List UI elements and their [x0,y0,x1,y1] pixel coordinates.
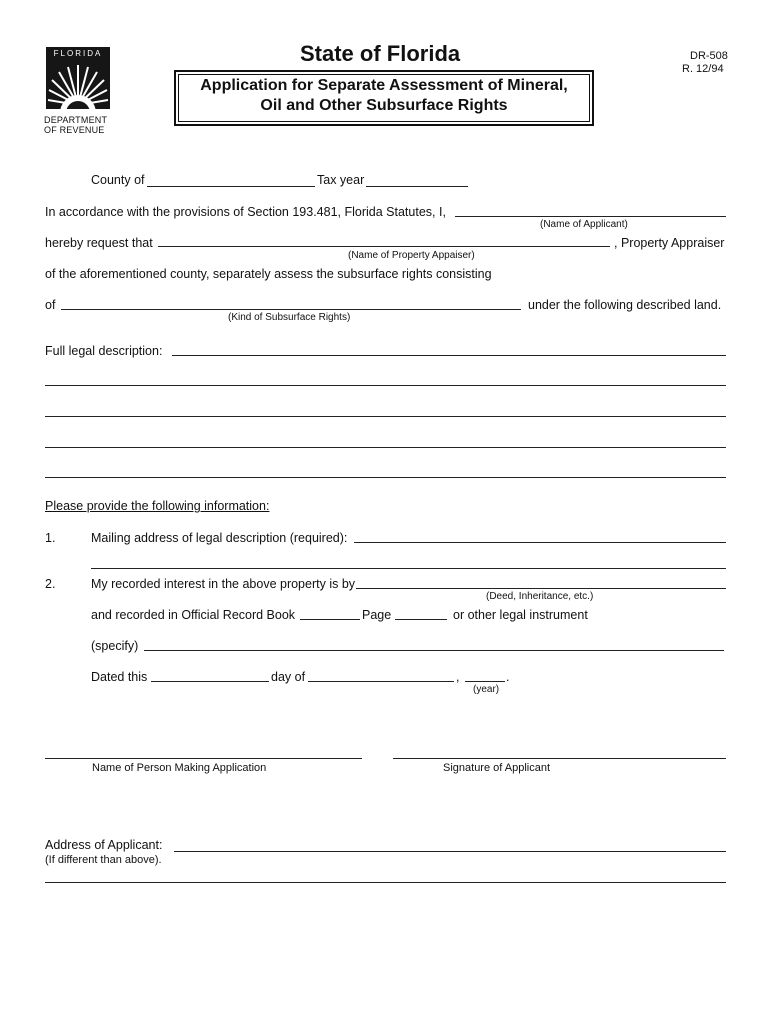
applicant-name-field[interactable] [455,216,726,217]
legal-description-line-3[interactable] [45,416,726,417]
address-line-2[interactable] [45,882,726,883]
record-book-field[interactable] [300,619,360,620]
county-label: County of [91,173,145,187]
logo-dept-line1: DEPARTMENT [44,115,108,125]
of-label: of [45,298,56,312]
info-heading: Please provide the following information: [45,499,270,513]
page-title: State of Florida [300,41,461,66]
logo-dept-line2: OF REVENUE [44,125,105,135]
recorded-interest-label: My recorded interest in the above property is by [91,577,356,591]
address-field[interactable] [174,851,726,852]
sunburst-icon [46,47,110,113]
signature-line[interactable] [393,758,726,759]
mailing-address-line-2[interactable] [91,568,726,569]
kind-of-rights-field[interactable] [61,309,521,310]
dated-month-field[interactable] [308,681,454,682]
county-field[interactable] [147,186,315,187]
logo-sun-emblem [46,47,110,113]
signature-caption: Signature of Applicant [443,762,551,774]
page-label: Page [362,608,392,622]
form-title-box [174,70,594,126]
property-appraiser-field[interactable] [158,246,610,247]
mailing-address-field[interactable] [354,542,726,543]
dated-this-label: Dated this [91,670,148,684]
legal-description-line-1[interactable] [172,355,726,356]
logo-department-text [44,115,107,135]
year-caption: (year) [473,684,500,695]
logo-state-name: FLORIDA [53,49,103,58]
specify-label: (specify) [91,639,139,653]
legal-description-line-4[interactable] [45,447,726,448]
tax-year-label: Tax year [317,173,365,187]
recorded-interest-field[interactable] [356,588,726,589]
form-title-line1: Application for Separate Assessment of Mineral, [200,77,568,94]
applicant-name-signature-line[interactable] [45,758,362,759]
name-person-caption: Name of Person Making Application [92,762,267,774]
dated-day-field[interactable] [151,681,269,682]
dor-logo [46,47,110,135]
tax-year-field[interactable] [366,186,468,187]
page-field[interactable] [395,619,447,620]
applicant-name-caption: (Name of Applicant) [540,219,628,230]
other-instrument-label: or other legal instrument [453,608,588,622]
date-period: . [506,670,510,684]
full-legal-label: Full legal description: [45,344,163,358]
kind-of-rights-caption: (Kind of Subsurface Rights) [228,312,351,323]
legal-description-line-2[interactable] [45,385,726,386]
form-number: DR-508 [690,50,728,62]
hereby-request-label: hereby request that [45,236,153,250]
specify-field[interactable] [144,650,724,651]
property-appraiser-caption: (Name of Property Appaiser) [348,250,475,261]
form-title-line2: Oil and Other Subsurface Rights [260,97,508,114]
dated-year-field[interactable] [465,681,505,682]
legal-description-line-5[interactable] [45,477,726,478]
property-appraiser-label: , Property Appraiser [614,236,725,250]
recorded-book-label: and recorded in Official Record Book [91,608,296,622]
item1-number: 1. [45,531,56,545]
aforementioned-text: of the aforementioned county, separately assess the subsurface rights consisting [45,267,492,281]
address-note: (If different than above). [45,854,162,866]
mailing-address-label: Mailing address of legal description (required): [91,531,348,545]
form-revision: R. 12/94 [682,63,724,75]
accordance-text: In accordance with the provisions of Section 193.481, Florida Statutes, I, [45,205,446,219]
day-of-label: day of [271,670,306,684]
under-following-text: under the following described land. [528,298,722,312]
date-comma: , [456,670,460,684]
address-label: Address of Applicant: [45,838,163,852]
item2-number: 2. [45,577,56,591]
deed-caption: (Deed, Inheritance, etc.) [486,591,594,602]
